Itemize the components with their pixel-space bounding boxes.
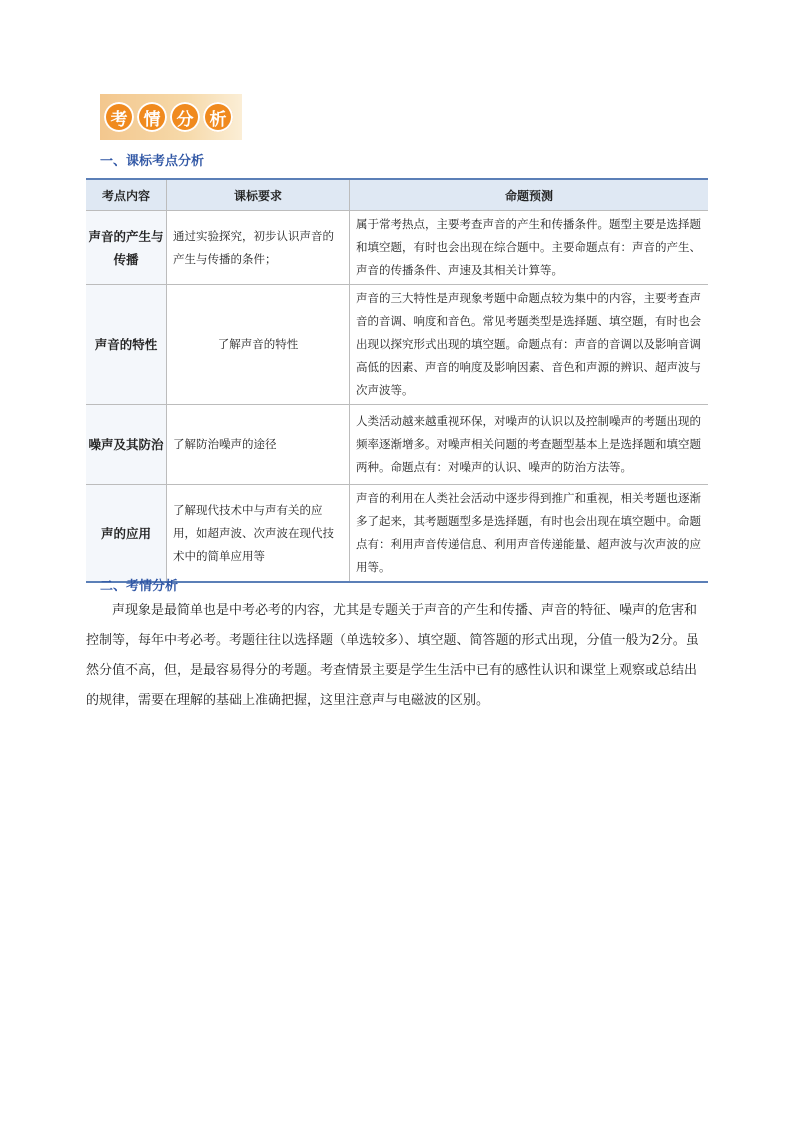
cell-prediction: 声音的利用在人类社会活动中逐步得到推广和重视，相关考题也逐渐多了起来，其考题题型多是选择题，有时也会出现在填空题中。命题点有：利用声音传递信息、利用声音传递能量、超声波与次声波的应用等。 <box>350 485 709 583</box>
cell-requirement: 了解现代技术中与声有关的应用，如超声波、次声波在现代技术中的简单应用等 <box>167 485 350 583</box>
banner-char: 分 <box>170 102 200 132</box>
cell-topic: 噪声及其防治 <box>86 405 167 485</box>
table-row <box>86 211 708 285</box>
cell-requirement: 了解声音的特性 <box>167 285 350 405</box>
banner-char: 考 <box>104 102 134 132</box>
section2-title: 二、考情分析 <box>100 579 179 594</box>
header-requirement: 课标要求 <box>167 179 350 211</box>
table-row <box>86 285 708 405</box>
header-prediction: 命题预测 <box>350 179 709 211</box>
table-row <box>86 405 708 485</box>
section-banner <box>100 94 242 140</box>
table-row <box>86 485 708 583</box>
banner-char: 情 <box>137 102 167 132</box>
cell-requirement: 了解防治噪声的途径 <box>167 405 350 485</box>
cell-prediction: 人类活动越来越重视环保，对噪声的认识以及控制噪声的考题出现的频率逐渐增多。对噪声相关问题的考查题型基本上是选择题和填空题两种。命题点有：对噪声的认识、噪声的防治方法等。 <box>350 405 709 485</box>
header-topic: 考点内容 <box>86 179 167 211</box>
analysis-paragraph: 声现象是最简单也是中考必考的内容，尤其是专题关于声音的产生和传播、声音的特征、噪声的危害和控制等，每年中考必考。考题往往以选择题（单选较多）、填空题、简答题的形式出现，分值一般为2分。虽然分值不高，但，是最容易得分的考题。考查情景主要是学生生活中已有的感性认识和课堂上观察或总结出的规律，需要在理解的基础上准确把握，这里注意声与电磁波的区别。 <box>86 603 699 708</box>
cell-topic: 声音的特性 <box>86 285 167 405</box>
cell-requirement: 通过实验探究，初步认识声音的产生与传播的条件； <box>167 211 350 285</box>
exam-points-table <box>86 178 708 583</box>
cell-topic: 声音的产生与传播 <box>86 211 167 285</box>
section1-title: 一、课标考点分析 <box>100 154 205 169</box>
banner-char: 析 <box>203 102 233 132</box>
cell-prediction: 声音的三大特性是声现象考题中命题点较为集中的内容，主要考查声音的音调、响度和音色。常见考题类型是选择题、填空题，有时也会出现以探究形式出现的填空题。命题点有：声音的音调以及影响音调高低的因素、声音的响度及影响因素、音色和声源的辨识、超声波与次声波等。 <box>350 285 709 405</box>
cell-prediction: 属于常考热点，主要考查声音的产生和传播条件。题型主要是选择题和填空题，有时也会出现在综合题中。主要命题点有：声音的产生、声音的传播条件、声速及其相关计算等。 <box>350 211 709 285</box>
cell-topic: 声的应用 <box>86 485 167 583</box>
table-header-row <box>86 179 708 211</box>
